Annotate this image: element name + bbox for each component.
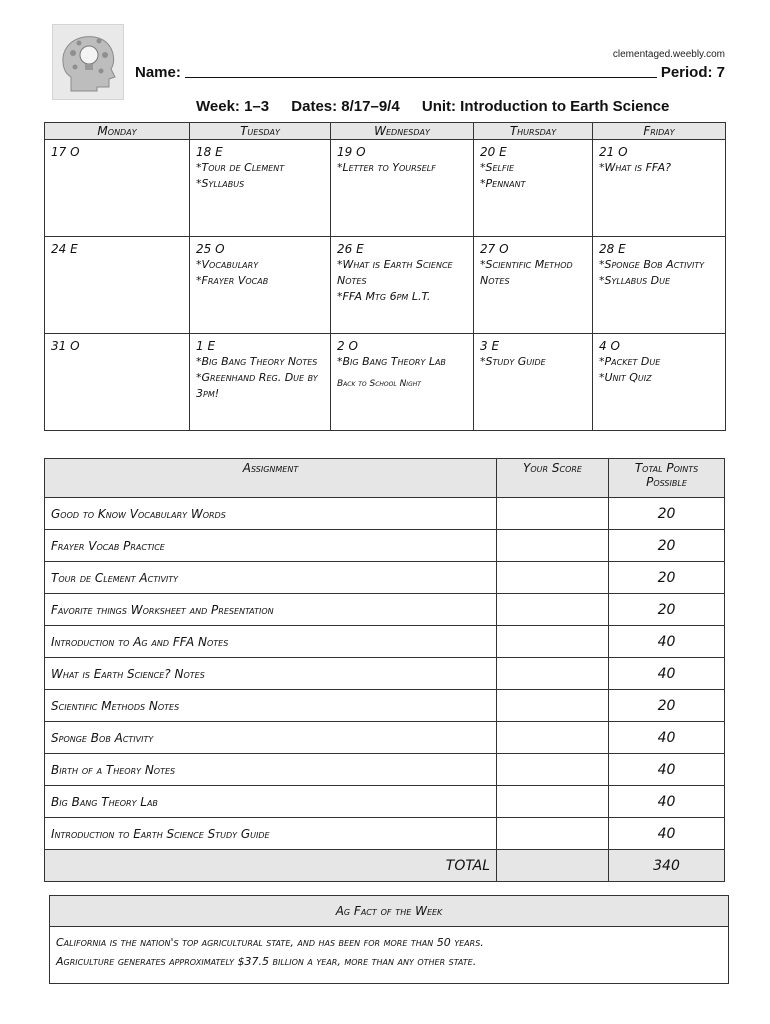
day-item: *What is FFA? [599,161,671,174]
total-score-cell[interactable] [497,850,609,882]
day-item: *Greenhand Reg. Due by 3pm! [196,371,318,400]
day-date: 4 O [599,339,620,353]
day-header: Friday [593,123,726,140]
ag-fact-box [49,895,729,984]
points-possible: 20 [609,562,725,594]
day-date: 3 E [480,339,500,353]
day-item: *FFA Mtg 6pm L.T. [337,290,431,303]
day-item: *Vocabulary [196,258,259,271]
day-date: 27 O [480,242,509,256]
day-cell [331,334,474,431]
website-url: clementaged.weebly.com [612,49,725,60]
day-item: *Sponge Bob Activity [599,258,705,271]
points-possible: 20 [609,690,725,722]
assignment-row [45,690,725,722]
day-item: *Letter to Yourself [337,161,436,174]
day-cell [45,140,190,237]
assignment-name: Birth of a Theory Notes [45,754,497,786]
score-cell[interactable] [497,658,609,690]
score-cell[interactable] [497,530,609,562]
day-date: 31 O [51,339,80,353]
points-possible: 20 [609,594,725,626]
calendar-week-row [45,237,726,334]
points-possible: 20 [609,530,725,562]
assignment-name: Introduction to Ag and FFA Notes [45,626,497,658]
assignment-name: Sponge Bob Activity [45,722,497,754]
score-cell[interactable] [497,562,609,594]
ag-fact-text [50,927,729,984]
assignment-row [45,658,725,690]
day-item: *Tour de Clement [196,161,285,174]
day-header: Tuesday [190,123,331,140]
assignment-row [45,754,725,786]
unit-info [196,98,687,115]
day-cell [190,140,331,237]
day-item: *Scientific Method Notes [480,258,573,287]
day-header: Monday [45,123,190,140]
day-cell [331,140,474,237]
assignment-name: What is Earth Science? Notes [45,658,497,690]
day-item: *Packet Due [599,355,661,368]
assignment-row [45,562,725,594]
calendar-header-row [45,123,726,140]
name-blank[interactable] [185,63,657,78]
day-item: *Frayer Vocab [196,274,269,287]
assignment-name: Scientific Methods Notes [45,690,497,722]
day-header: Thursday [474,123,593,140]
assignment-header-row [45,459,725,498]
ag-fact-title: Ag Fact of the Week [50,896,729,927]
assignment-name: Introduction to Earth Science Study Guide [45,818,497,850]
score-cell[interactable] [497,722,609,754]
score-cell[interactable] [497,754,609,786]
score-cell[interactable] [497,626,609,658]
day-cell [474,334,593,431]
day-item: *Selfie [480,161,515,174]
day-date: 21 O [599,145,628,159]
day-cell [190,237,331,334]
date-range: Dates: 8/17–9/4 [291,98,400,115]
period-label: Period: 7 [660,64,725,81]
day-cell [190,334,331,431]
day-item: *What is Earth Science Notes [337,258,453,287]
day-item: *Syllabus Due [599,274,671,287]
day-item: *Pennant [480,177,526,190]
points-possible: 40 [609,786,725,818]
assignment-name: Good to Know Vocabulary Words [45,498,497,530]
day-date: 17 O [51,145,80,159]
score-cell[interactable] [497,818,609,850]
head-lightbulb-icon [52,24,124,100]
day-cell [593,334,726,431]
total-row [45,850,725,882]
assignment-name: Big Bang Theory Lab [45,786,497,818]
day-date: 26 E [337,242,364,256]
day-date: 25 O [196,242,225,256]
score-cell[interactable] [497,594,609,626]
points-possible: 20 [609,498,725,530]
total-points-header: Total Points Possible [609,459,725,498]
unit-title: Unit: Introduction to Earth Science [421,98,670,115]
day-item: *Big Bang Theory Notes [196,355,318,368]
assignment-name: Favorite things Worksheet and Presentation [45,594,497,626]
day-cell [474,237,593,334]
points-possible: 40 [609,658,725,690]
day-item: *Unit Quiz [599,371,652,384]
assignment-name: Frayer Vocab Practice [45,530,497,562]
day-date: 28 E [599,242,626,256]
day-item: *Study Guide [480,355,546,368]
ag-fact-line: California is the nation's top agricultural state, and has been for more than 50 years. [56,936,484,949]
assignment-row [45,818,725,850]
points-possible: 40 [609,626,725,658]
day-header: Wednesday [331,123,474,140]
day-date: 2 O [337,339,358,353]
points-possible: 40 [609,754,725,786]
assignment-header: Assignment [45,459,497,498]
day-cell [331,237,474,334]
day-item: *Syllabus [196,177,245,190]
day-cell [593,140,726,237]
assignment-row [45,498,725,530]
day-date: 20 E [480,145,507,159]
score-cell[interactable] [497,690,609,722]
day-item: *Big Bang Theory Lab [337,355,446,368]
score-cell[interactable] [497,498,609,530]
ag-fact-line: Agriculture generates approximately $37.5 billion a year, more than any other state. [56,955,477,968]
day-date: 1 E [196,339,216,353]
total-points: 340 [609,850,725,882]
day-cell [45,334,190,431]
name-line [135,63,725,81]
points-possible: 40 [609,818,725,850]
assignment-row [45,722,725,754]
score-cell[interactable] [497,786,609,818]
day-date: 24 E [51,242,78,256]
score-header: Your Score [497,459,609,498]
assignment-name: Tour de Clement Activity [45,562,497,594]
calendar-week-row [45,334,726,431]
assignment-table [44,458,725,882]
calendar-week-row [45,140,726,237]
assignment-row [45,626,725,658]
assignment-row [45,594,725,626]
day-date: 19 O [337,145,366,159]
day-date: 18 E [196,145,223,159]
day-cell [474,140,593,237]
assignment-row [45,786,725,818]
total-label: TOTAL [45,850,497,882]
week-range: Week: 1–3 [196,98,270,115]
weekly-calendar [44,122,726,431]
name-label: Name: [135,64,181,81]
day-cell [45,237,190,334]
day-note: Back to School Night [337,379,421,389]
points-possible: 40 [609,722,725,754]
day-cell [593,237,726,334]
assignment-row [45,530,725,562]
